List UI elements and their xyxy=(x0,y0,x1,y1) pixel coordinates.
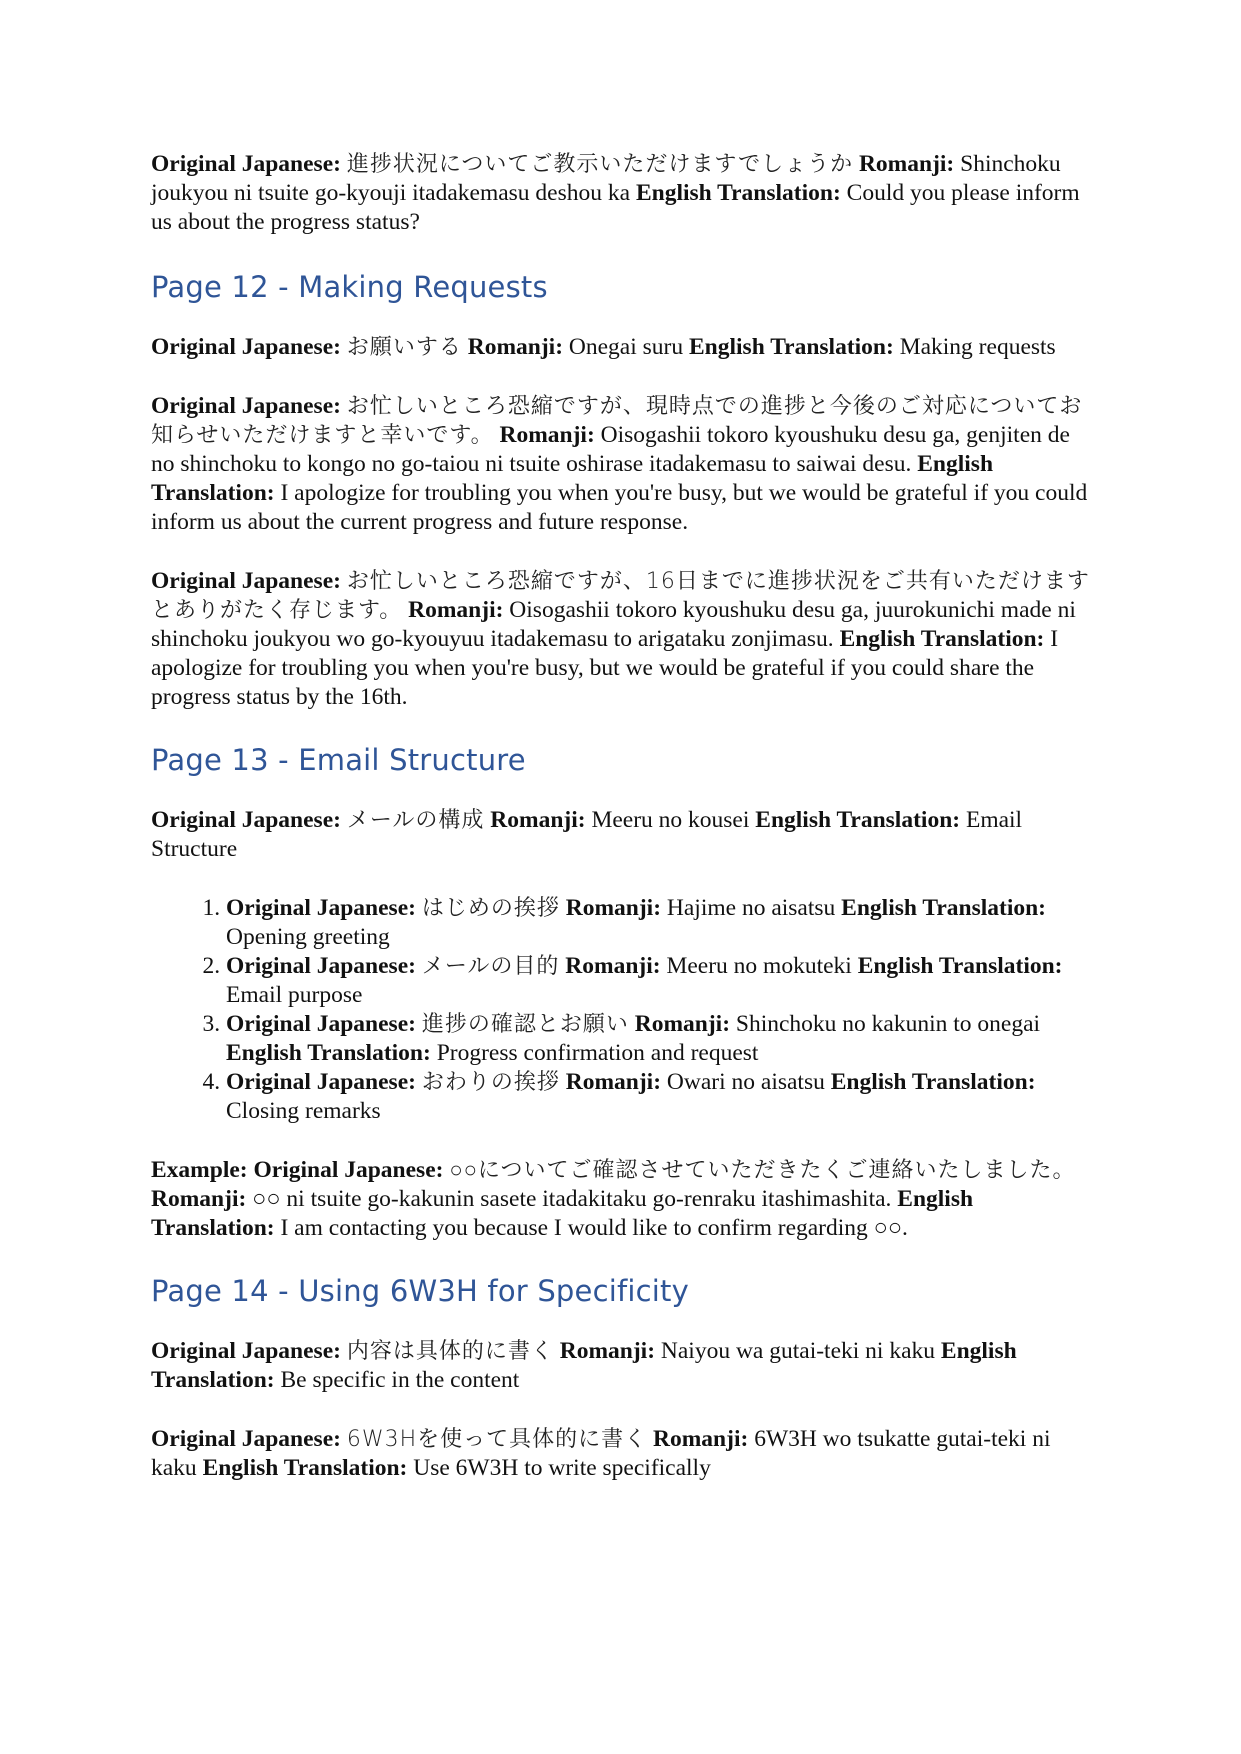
label-original-japanese: Original Japanese: xyxy=(151,568,341,594)
label-original-japanese: Original Japanese: xyxy=(151,151,341,177)
label-romanji: Romanji: xyxy=(565,1069,662,1095)
japanese-text: お願いする xyxy=(346,335,462,360)
example-paragraph xyxy=(151,1156,1091,1243)
section-heading-page-14: Page 14 - Using 6W3H for Specificity xyxy=(151,1274,689,1308)
label-original-japanese: Original Japanese: xyxy=(226,1011,416,1037)
entry-paragraph xyxy=(151,150,1091,237)
romanji-text: Onegai suru xyxy=(568,334,684,360)
romanji-text: Oisogashii tokoro kyoushuku desu ga, juurokunichi made ni shinchoku joukyou wo go-kyouyuu itadakemasu to arigataku zonjimasu. xyxy=(151,597,1076,652)
label-english-translation: English Translation: xyxy=(841,895,1046,921)
label-romanji: Romanji: xyxy=(467,334,564,360)
japanese-text: ○○についてご確認させていただきたくご連絡いたしました。 xyxy=(449,1158,1076,1183)
english-text: I am contacting you because I would like to confirm regarding ○○. xyxy=(280,1215,908,1241)
section-heading-page-12: Page 12 - Making Requests xyxy=(151,270,548,304)
label-romanji: Romanji: xyxy=(858,151,955,177)
entry-paragraph xyxy=(151,1425,1091,1483)
label-romanji: Romanji: xyxy=(499,422,595,448)
entry-paragraph xyxy=(151,567,1091,712)
section-heading-page-13: Page 13 - Email Structure xyxy=(151,743,526,777)
label-original-japanese: Original Japanese: xyxy=(151,1338,341,1364)
entry-paragraph xyxy=(151,392,1091,537)
english-text: I apologize for troubling you when you're busy, but we would be grateful if you could share the progress status by the 16th. xyxy=(151,626,1059,710)
romanji-text: Meeru no kousei xyxy=(591,807,750,833)
label-english-translation: English Translation: xyxy=(151,1186,974,1241)
label-english-translation: English Translation: xyxy=(689,334,894,360)
entry-paragraph xyxy=(151,806,1091,864)
label-english-translation: English Translation: xyxy=(151,451,994,506)
label-english-translation: English Translation: xyxy=(635,180,841,206)
romanji-text: ○○ ni tsuite go-kakunin sasete itadakitaku go-renraku itashimashita. xyxy=(252,1186,892,1212)
label-original-japanese: Original Japanese: xyxy=(226,1069,416,1095)
english-text: Could you please inform us about the progress status? xyxy=(151,180,1080,235)
list-item xyxy=(226,1010,1091,1068)
label-romanji: Romanji: xyxy=(634,1011,731,1037)
english-text: Closing remarks xyxy=(226,1098,381,1124)
label-romanji: Romanji: xyxy=(653,1426,749,1452)
label-romanji: Romanji: xyxy=(565,895,662,921)
label-english-translation: English Translation: xyxy=(226,1040,431,1066)
english-text: Making requests xyxy=(899,334,1056,360)
english-text: Progress confirmation and request xyxy=(436,1040,759,1066)
romanji-text: Shinchoku no kakunin to onegai xyxy=(735,1011,1041,1037)
label-original-japanese: Original Japanese: xyxy=(151,1426,341,1452)
label-original-japanese: Original Japanese: xyxy=(226,953,416,979)
english-text: Be specific in the content xyxy=(280,1367,520,1393)
english-text: I apologize for troubling you when you're busy, but we would be grateful if you could inform us about the current progress and future response. xyxy=(151,480,1088,535)
label-romanji: Romanji: xyxy=(490,807,586,833)
romanji-text: 6W3H wo tsukatte gutai-teki ni kaku xyxy=(151,1426,1051,1481)
label-english-translation: English Translation: xyxy=(151,1338,1017,1393)
japanese-text: メールの構成 xyxy=(346,808,485,833)
japanese-text: メールの目的 xyxy=(421,954,560,979)
english-text: Use 6W3H to write specifically xyxy=(413,1455,711,1481)
japanese-text: お忙しいところ恐縮ですが、16日までに進捗状況をご共有いただけますとありがたく存じます。 xyxy=(151,569,1090,623)
label-romanji: Romanji: xyxy=(565,953,661,979)
romanji-text: Hajime no aisatsu xyxy=(666,895,836,921)
label-english-translation: English Translation: xyxy=(830,1069,1036,1095)
label-original-japanese: Original Japanese: xyxy=(226,895,416,921)
english-text: Email purpose xyxy=(226,982,363,1008)
document-page xyxy=(151,150,1091,1513)
list-item xyxy=(226,952,1091,1010)
japanese-text: 6W3Hを使って具体的に書く xyxy=(346,1427,648,1452)
japanese-text: はじめの挨拶 xyxy=(421,896,560,921)
english-text: Opening greeting xyxy=(226,924,390,950)
label-romanji: Romanji: xyxy=(408,597,504,623)
japanese-text: おわりの挨拶 xyxy=(421,1070,560,1095)
label-example: Example: xyxy=(151,1157,248,1183)
list-item xyxy=(226,894,1091,952)
list-item xyxy=(226,1068,1091,1126)
japanese-text: お忙しいところ恐縮ですが、現時点での進捗と今後のご対応についてお知らせいただけますと幸いです。 xyxy=(151,394,1083,448)
label-romanji: Romanji: xyxy=(151,1186,247,1212)
label-romanji: Romanji: xyxy=(559,1338,656,1364)
romanji-text: Shinchoku joukyou ni tsuite go-kyouji itadakemasu deshou ka xyxy=(151,151,1061,206)
japanese-text: 進捗状況についてご教示いただけますでしょうか xyxy=(346,152,854,177)
label-original-japanese: Original Japanese: xyxy=(253,1157,444,1183)
romanji-text: Oisogashii tokoro kyoushuku desu ga, genjiten de no shinchoku to kongo no go-taiou ni tsuite oshirase itadakemasu to saiwai desu. xyxy=(151,422,1070,477)
romanji-text: Naiyou wa gutai-teki ni kaku xyxy=(660,1338,936,1364)
entry-paragraph xyxy=(151,333,1091,362)
english-text: Email Structure xyxy=(151,807,1023,862)
label-english-translation: English Translation: xyxy=(839,626,1045,652)
label-original-japanese: Original Japanese: xyxy=(151,393,341,419)
label-original-japanese: Original Japanese: xyxy=(151,334,341,360)
entry-paragraph xyxy=(151,1337,1091,1395)
email-structure-list xyxy=(151,894,1091,1126)
label-english-translation: English Translation: xyxy=(202,1455,408,1481)
label-english-translation: English Translation: xyxy=(755,807,961,833)
japanese-text: 内容は具体的に書く xyxy=(346,1339,554,1364)
romanji-text: Owari no aisatsu xyxy=(666,1069,825,1095)
label-english-translation: English Translation: xyxy=(857,953,1063,979)
label-original-japanese: Original Japanese: xyxy=(151,807,341,833)
romanji-text: Meeru no mokuteki xyxy=(666,953,852,979)
japanese-text: 進捗の確認とお願い xyxy=(421,1012,629,1037)
